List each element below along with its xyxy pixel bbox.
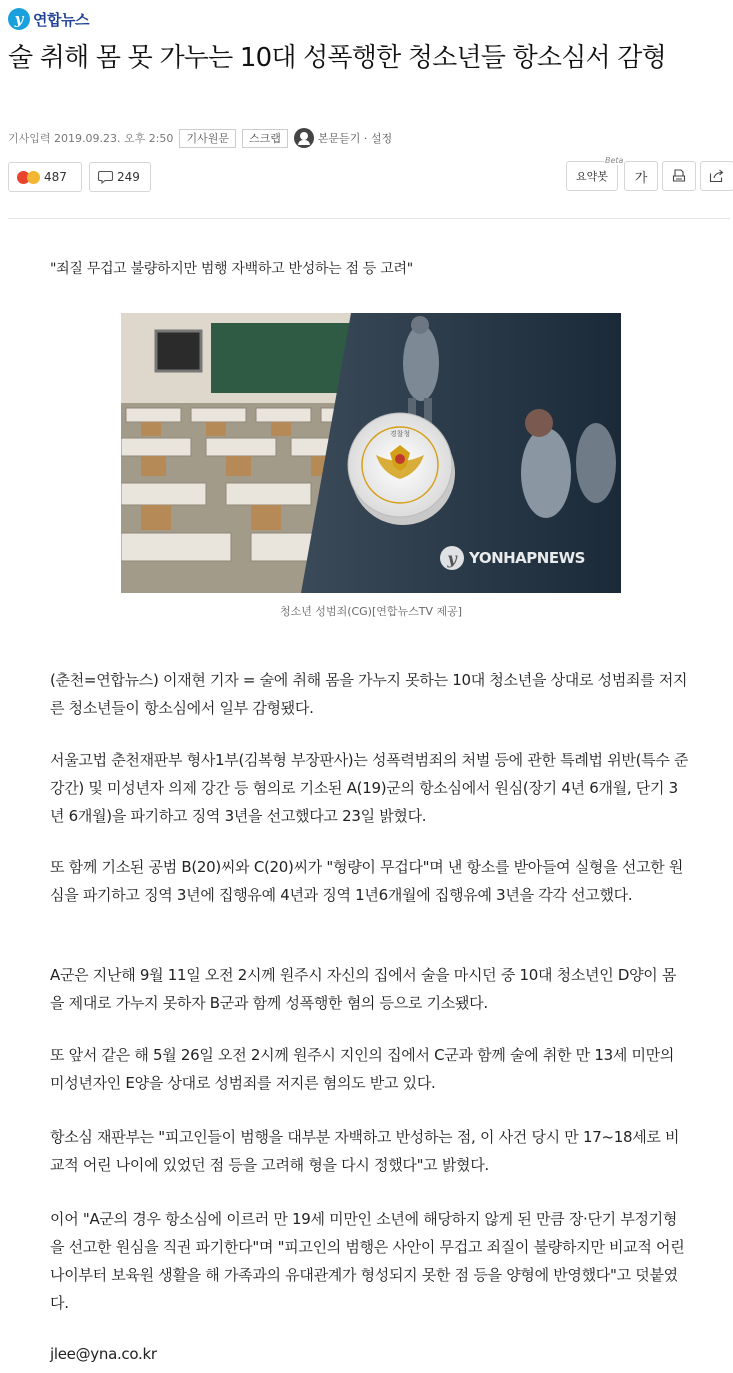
- reaction-count: 487: [44, 170, 67, 184]
- comment-button[interactable]: [89, 162, 151, 192]
- yonhap-watermark: [440, 546, 585, 570]
- article-paragraph: 항소심 재판부는 "피고인들이 범행을 대부분 자백하고 반성하는 점, 이 사건 당시 만 17~18세로 비교적 어린 나이에 있었던 점 등을 고려해 형을 다시 정했다"고 밝혔다.: [50, 1128, 680, 1174]
- article-title: 술 취해 몸 못 가누는 10대 성폭행한 청소년들 항소심서 감형: [8, 43, 666, 73]
- article-paragraph: 서울고법 춘천재판부 형사1부(김복형 부장판사)는 성폭력범죄의 처벌 등에 관한 특례법 위반(특수 준강간) 및 미성년자 의제 강간 등 혐의로 기소된 A(19)군의 항소심에서 원심(장기 4년 6개월, 단기 3년 6개월)을 파기하고 징역 3년을 선고했다고 23일 밝혔다.: [50, 751, 689, 825]
- article-paragraph: 또 함께 기소된 공범 B(20)씨와 C(20)씨가 "형량이 무겁다"며 낸 항소를 받아들여 실형을 선고한 원심을 파기하고 징역 3년에 집행유예 4년과 징역 1년6개월에 집행유예 3년을 각각 선고했다.: [50, 858, 684, 904]
- article-paragraph: (춘천=연합뉴스) 이재현 기자 = 술에 취해 몸을 가누지 못하는 10대 청소년을 상대로 성범죄를 저지른 청소년들이 항소심에서 일부 감형됐다.: [50, 671, 688, 717]
- original-article-button[interactable]: 기사원문: [179, 129, 236, 148]
- photo-caption: 청소년 성범죄(CG)[연합뉴스TV 제공]: [279, 605, 463, 618]
- site-logo[interactable]: [8, 6, 89, 32]
- article-paragraph: A군은 지난해 9월 11일 오전 2시께 원주시 자신의 집에서 술을 마시던 중 10대 청소년인 D양이 몸을 제대로 가누지 못하자 B군과 함께 성폭행한 혐의 등으로 기소됐다.: [50, 966, 677, 1012]
- reaction-button[interactable]: [8, 162, 82, 192]
- angry-sad-emoji-icon: [17, 171, 40, 184]
- article-paragraph: 이어 "A군의 경우 항소심에 이르러 만 19세 미만인 소년에 해당하지 않게 된 만큼 장·단기 부정기형을 선고한 원심을 직권 파기한다"며 "피고인의 범행은 사안이 무겁고 죄질이 불량하지만 비교적 어린 나이부터 보육원 생활을 해 가족과의 유대관계가 형성되지 못한 점 등을 양형에 반영했다"고 덧붙였다.: [50, 1210, 685, 1312]
- yonhap-watermark-icon: y: [440, 546, 464, 570]
- emblem-top-text: 경찰청: [389, 430, 411, 438]
- print-button[interactable]: [662, 161, 696, 191]
- share-icon: [709, 169, 725, 183]
- share-button[interactable]: [700, 161, 733, 191]
- listen-button[interactable]: [294, 128, 392, 148]
- article-photo: [121, 313, 621, 593]
- watermark-text: YONHAPNEWS: [469, 549, 585, 567]
- publish-date: 기사입력 2019.09.23. 오후 2:50: [8, 132, 174, 145]
- article-meta: [8, 128, 392, 148]
- yonhap-logo-icon: y: [8, 8, 30, 30]
- beta-badge: Beta: [605, 156, 624, 165]
- scrap-button[interactable]: 스크랩: [242, 129, 288, 148]
- article-subtitle: "죄질 무겁고 불량하지만 범행 자백하고 반성하는 점 등 고려": [50, 261, 413, 277]
- speech-bubble-icon: [98, 170, 113, 184]
- print-icon: [672, 169, 686, 183]
- listen-label: 본문듣기 · 설정: [317, 132, 393, 145]
- reporter-email[interactable]: jlee@yna.co.kr: [50, 1345, 157, 1363]
- summary-bot-button[interactable]: 요약봇: [566, 161, 618, 191]
- article-paragraph: 또 앞서 같은 해 5월 26일 오전 2시께 원주시 지인의 집에서 C군과 함께 술에 취한 만 13세 미만의 미성년자인 E양을 상대로 성범죄를 저지른 혐의도 받고 있다.: [50, 1046, 675, 1092]
- headphone-person-icon: [294, 128, 314, 148]
- font-size-button[interactable]: 가: [624, 161, 658, 191]
- comment-count: 249: [117, 170, 140, 184]
- logo-text: 연합뉴스: [33, 10, 89, 29]
- header-divider: [8, 218, 730, 219]
